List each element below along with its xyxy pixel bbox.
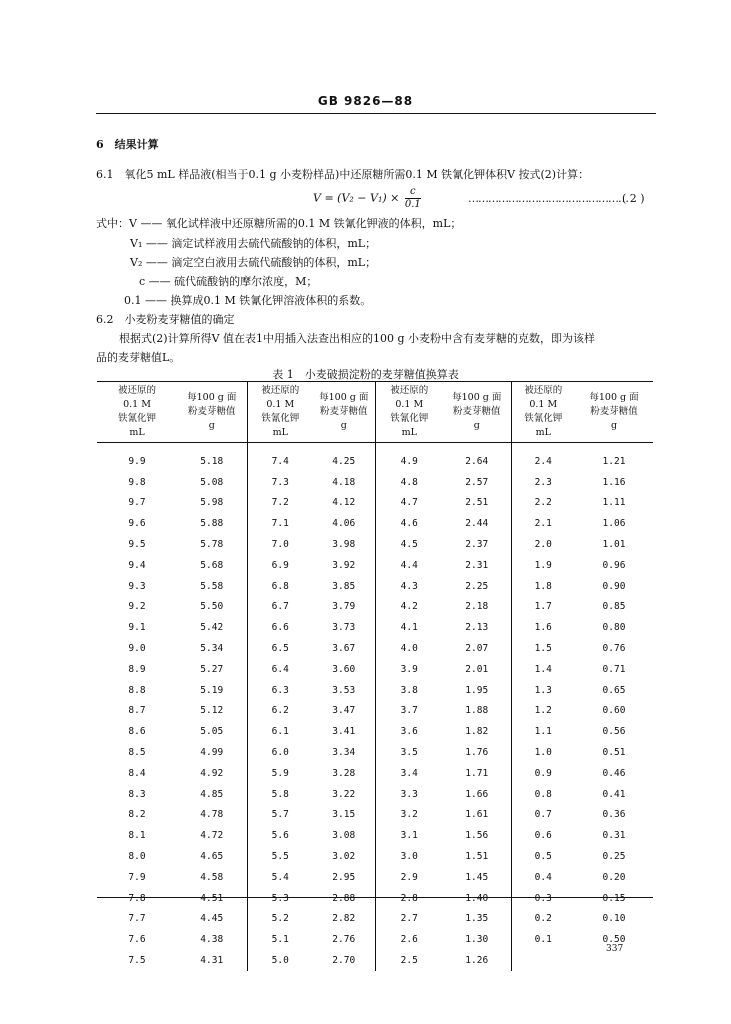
table-row xyxy=(97,555,653,576)
cell-maltose: 5.58 xyxy=(177,576,247,597)
cell-volume: 5.3 xyxy=(271,892,289,904)
cell-volume: 0.3 xyxy=(534,892,552,904)
cell-volume: 9.5 xyxy=(128,539,146,551)
col-header-volume: 被还原的 0.1 M 铁氰化钾 mL xyxy=(375,382,443,443)
table-header-row xyxy=(97,382,653,443)
cell-volume: 2.7 xyxy=(400,913,418,925)
cell-volume: 0.4 xyxy=(534,871,552,883)
maltose-conversion-table xyxy=(97,381,653,971)
cell-volume: 6.9 xyxy=(271,559,289,571)
cell-maltose: 1.66 xyxy=(443,784,511,805)
table-body xyxy=(97,443,653,971)
cell-volume: 4.1 xyxy=(400,622,418,634)
definition-v1: V₁ —— 滴定试样液用去硫代硫酸钠的体积，mL； xyxy=(130,237,377,250)
formula-leader-dots: ………………………………………… xyxy=(468,192,628,205)
cell-maltose: 3.28 xyxy=(313,763,375,784)
cell-maltose: 4.99 xyxy=(177,742,247,763)
col-header-maltose: 每100 g 面 粉麦芽糖值 g xyxy=(313,382,375,443)
table-row xyxy=(97,929,653,950)
definition-c: c —— 硫代硫酸钠的摩尔浓度，M； xyxy=(139,275,318,288)
cell-maltose: 5.34 xyxy=(177,638,247,659)
cell-volume: 1.7 xyxy=(534,601,552,613)
cell-maltose: 4.51 xyxy=(177,888,247,909)
cell-maltose: 2.88 xyxy=(313,888,375,909)
cell-volume: 2.3 xyxy=(534,476,552,488)
table-row xyxy=(97,617,653,638)
cell-maltose: 2.07 xyxy=(443,638,511,659)
cell-maltose: 2.76 xyxy=(313,929,375,950)
cell-maltose: 1.51 xyxy=(443,846,511,867)
cell-volume: 2.4 xyxy=(534,455,552,467)
cell-maltose: 2.64 xyxy=(443,443,511,472)
cell-volume: 6.4 xyxy=(271,663,289,675)
cell-maltose: 4.06 xyxy=(313,513,375,534)
cell-maltose: 0.51 xyxy=(602,747,626,759)
cell-volume: 0.9 xyxy=(534,767,552,779)
cell-maltose: 0.56 xyxy=(602,726,626,738)
cell-maltose: 0.60 xyxy=(602,705,626,717)
cell-volume: 6.5 xyxy=(271,643,289,655)
table-row xyxy=(97,493,653,514)
cell-volume: 5.2 xyxy=(271,913,289,925)
cell-maltose: 4.92 xyxy=(177,763,247,784)
section-6-2-title: 6.2 小麦粉麦芽糖值的确定 xyxy=(96,313,235,326)
cell-volume: 8.3 xyxy=(128,788,146,800)
cell-volume: 2.5 xyxy=(400,955,418,967)
cell-maltose: 0.20 xyxy=(602,871,626,883)
cell-maltose: 1.30 xyxy=(443,929,511,950)
cell-maltose: 4.85 xyxy=(177,784,247,805)
cell-volume: 4.6 xyxy=(400,518,418,530)
cell-volume: 4.3 xyxy=(400,580,418,592)
header-rule xyxy=(96,113,656,114)
cell-maltose: 4.18 xyxy=(313,472,375,493)
cell-volume: 2.0 xyxy=(534,539,552,551)
cell-volume: 3.5 xyxy=(400,747,418,759)
cell-maltose: 1.26 xyxy=(443,950,511,971)
cell-volume: 9.0 xyxy=(128,643,146,655)
cell-volume: 0.1 xyxy=(534,934,552,946)
cell-volume: 1.3 xyxy=(534,684,552,696)
cell-maltose: 0.25 xyxy=(602,851,626,863)
cell-maltose: 4.78 xyxy=(177,805,247,826)
cell-maltose: 5.12 xyxy=(177,701,247,722)
cell-volume: 2.6 xyxy=(400,934,418,946)
cell-volume xyxy=(511,950,575,971)
cell-maltose: 0.31 xyxy=(602,830,626,842)
table-row xyxy=(97,513,653,534)
cell-maltose: 1.16 xyxy=(602,476,626,488)
cell-volume: 5.1 xyxy=(271,934,289,946)
cell-maltose: 4.31 xyxy=(177,950,247,971)
cell-maltose: 2.25 xyxy=(443,576,511,597)
definition-v: 式中：V —— 氧化试样液中还原糖所需的0.1 M 铁氰化钾液的体积，mL； xyxy=(96,217,462,230)
cell-volume: 5.0 xyxy=(271,955,289,967)
formula-denominator: 0.1 xyxy=(404,199,421,210)
cell-volume: 7.3 xyxy=(271,476,289,488)
cell-volume: 5.8 xyxy=(271,788,289,800)
cell-volume: 6.8 xyxy=(271,580,289,592)
cell-maltose: 1.45 xyxy=(443,867,511,888)
cell-maltose: 3.92 xyxy=(313,555,375,576)
cell-volume: 1.6 xyxy=(534,622,552,634)
cell-maltose: 2.82 xyxy=(313,909,375,930)
cell-volume: 0.8 xyxy=(534,788,552,800)
cell-volume: 4.8 xyxy=(400,476,418,488)
cell-maltose: 5.88 xyxy=(177,513,247,534)
cell-volume: 5.5 xyxy=(271,851,289,863)
table-row xyxy=(97,443,653,472)
cell-maltose: 4.45 xyxy=(177,909,247,930)
cell-maltose: 0.96 xyxy=(602,559,626,571)
cell-volume: 5.4 xyxy=(271,871,289,883)
cell-maltose: 5.05 xyxy=(177,721,247,742)
cell-maltose: 3.02 xyxy=(313,846,375,867)
cell-maltose: 1.95 xyxy=(443,680,511,701)
cell-maltose: 2.70 xyxy=(313,950,375,971)
cell-maltose: 3.85 xyxy=(313,576,375,597)
cell-maltose: 0.90 xyxy=(602,580,626,592)
page-header: GB 9826—88 xyxy=(317,94,414,108)
cell-maltose: 2.51 xyxy=(443,493,511,514)
cell-volume: 9.7 xyxy=(128,497,146,509)
definition-v2: V₂ —— 滴定空白液用去硫代硫酸钠的体积，mL； xyxy=(130,256,377,269)
cell-maltose: 3.79 xyxy=(313,597,375,618)
cell-maltose: 2.37 xyxy=(443,534,511,555)
cell-volume: 1.5 xyxy=(534,643,552,655)
cell-volume: 3.4 xyxy=(400,767,418,779)
table-row xyxy=(97,825,653,846)
cell-maltose: 3.47 xyxy=(313,701,375,722)
cell-volume: 8.1 xyxy=(128,830,146,842)
cell-volume: 6.0 xyxy=(271,747,289,759)
cell-volume: 9.2 xyxy=(128,601,146,613)
cell-maltose: 4.12 xyxy=(313,493,375,514)
cell-maltose: 5.18 xyxy=(177,443,247,472)
cell-maltose: 2.95 xyxy=(313,867,375,888)
cell-volume: 4.7 xyxy=(400,497,418,509)
cell-volume: 2.8 xyxy=(400,892,418,904)
cell-volume: 9.8 xyxy=(128,476,146,488)
cell-maltose: 2.57 xyxy=(443,472,511,493)
page-number: 337 xyxy=(606,944,624,954)
cell-volume: 2.9 xyxy=(400,871,418,883)
col-header-maltose: 每100 g 面 粉麦芽糖值 g xyxy=(177,382,247,443)
cell-maltose: 0.36 xyxy=(602,809,626,821)
table-row xyxy=(97,846,653,867)
cell-maltose: 1.88 xyxy=(443,701,511,722)
cell-volume: 7.8 xyxy=(128,892,146,904)
cell-volume: 5.6 xyxy=(271,830,289,842)
cell-volume: 9.4 xyxy=(128,559,146,571)
cell-maltose: 1.11 xyxy=(602,497,626,509)
cell-maltose: 0.41 xyxy=(602,788,626,800)
cell-volume: 8.8 xyxy=(128,684,146,696)
cell-volume: 5.9 xyxy=(271,767,289,779)
cell-maltose: 1.21 xyxy=(602,455,626,467)
cell-maltose: 0.50 xyxy=(602,934,626,946)
cell-volume: 1.9 xyxy=(534,559,552,571)
cell-volume: 3.3 xyxy=(400,788,418,800)
cell-volume: 3.1 xyxy=(400,830,418,842)
cell-maltose: 0.10 xyxy=(602,913,626,925)
cell-maltose: 2.13 xyxy=(443,617,511,638)
cell-volume: 1.1 xyxy=(534,726,552,738)
col-header-volume: 被还原的 0.1 M 铁氰化钾 mL xyxy=(97,382,177,443)
cell-volume: 7.4 xyxy=(271,455,289,467)
cell-maltose: 5.68 xyxy=(177,555,247,576)
section-title: 6 结果计算 xyxy=(96,138,159,151)
cell-maltose: 5.98 xyxy=(177,493,247,514)
formula-number: ( 2 ) xyxy=(622,192,645,205)
col-header-maltose: 每100 g 面 粉麦芽糖值 g xyxy=(443,382,511,443)
cell-volume: 7.2 xyxy=(271,497,289,509)
cell-maltose: 1.71 xyxy=(443,763,511,784)
cell-volume: 8.0 xyxy=(128,851,146,863)
cell-maltose: 1.35 xyxy=(443,909,511,930)
cell-maltose: 3.98 xyxy=(313,534,375,555)
cell-volume: 6.7 xyxy=(271,601,289,613)
cell-volume: 3.2 xyxy=(400,809,418,821)
formula-lhs: V = (V₂ − V₁) × xyxy=(313,191,400,205)
col-header-maltose: 每100 g 面 粉麦芽糖值 g xyxy=(575,382,653,443)
table-row xyxy=(97,805,653,826)
cell-maltose: 5.19 xyxy=(177,680,247,701)
cell-volume: 7.0 xyxy=(271,539,289,551)
cell-volume: 3.7 xyxy=(400,705,418,717)
cell-volume: 6.3 xyxy=(271,684,289,696)
cell-volume: 1.8 xyxy=(534,580,552,592)
section-6-1-text: 6.1 氧化5 mL 样品液(相当于0.1 g 小麦粉样品)中还原糖所需0.1 M 铁氰化钾体积V 按式(2)计算： xyxy=(96,168,590,181)
cell-maltose: 1.76 xyxy=(443,742,511,763)
table-caption: 表 1 小麦破损淀粉的麦芽糖值换算表 xyxy=(272,368,459,381)
cell-volume: 7.9 xyxy=(128,871,146,883)
cell-volume: 3.0 xyxy=(400,851,418,863)
cell-volume: 6.1 xyxy=(271,726,289,738)
cell-volume: 8.5 xyxy=(128,747,146,759)
table-row xyxy=(97,763,653,784)
table-row xyxy=(97,638,653,659)
cell-volume: 2.1 xyxy=(534,518,552,530)
cell-maltose: 4.25 xyxy=(313,443,375,472)
cell-maltose: 1.56 xyxy=(443,825,511,846)
cell-maltose: 5.50 xyxy=(177,597,247,618)
table-row xyxy=(97,472,653,493)
cell-volume: 0.6 xyxy=(534,830,552,842)
cell-maltose: 0.65 xyxy=(602,684,626,696)
cell-maltose: 4.58 xyxy=(177,867,247,888)
cell-maltose: 5.42 xyxy=(177,617,247,638)
cell-volume: 3.6 xyxy=(400,726,418,738)
cell-volume: 8.6 xyxy=(128,726,146,738)
formula-2 xyxy=(313,186,421,211)
cell-volume: 0.2 xyxy=(534,913,552,925)
cell-maltose: 2.31 xyxy=(443,555,511,576)
cell-maltose: 4.38 xyxy=(177,929,247,950)
cell-volume: 1.2 xyxy=(534,705,552,717)
cell-volume: 5.7 xyxy=(271,809,289,821)
cell-volume: 9.1 xyxy=(128,622,146,634)
cell-maltose: 4.72 xyxy=(177,825,247,846)
formula-fraction xyxy=(405,186,421,211)
section-6-2-text-line1: 根据式(2)计算所得V 值在表1中用插入法查出相应的100 g 小麦粉中含有麦芽糖的克数，即为该样 xyxy=(119,332,596,345)
table-bottom-rule xyxy=(97,897,653,898)
cell-volume: 1.4 xyxy=(534,663,552,675)
cell-volume: 4.5 xyxy=(400,539,418,551)
cell-volume: 4.9 xyxy=(400,455,418,467)
cell-maltose: 0.71 xyxy=(602,663,626,675)
cell-volume: 4.4 xyxy=(400,559,418,571)
cell-maltose: 5.27 xyxy=(177,659,247,680)
formula-numerator: c xyxy=(405,186,421,199)
cell-volume: 4.0 xyxy=(400,643,418,655)
cell-volume: 7.6 xyxy=(128,934,146,946)
cell-maltose: 2.01 xyxy=(443,659,511,680)
table-row xyxy=(97,701,653,722)
cell-maltose: 2.44 xyxy=(443,513,511,534)
cell-maltose: 5.08 xyxy=(177,472,247,493)
table-row xyxy=(97,576,653,597)
cell-volume: 7.1 xyxy=(271,518,289,530)
table-row xyxy=(97,950,653,971)
cell-volume: 6.6 xyxy=(271,622,289,634)
cell-volume: 0.5 xyxy=(534,851,552,863)
cell-volume: 8.9 xyxy=(128,663,146,675)
cell-volume: 9.3 xyxy=(128,580,146,592)
table-row xyxy=(97,742,653,763)
cell-volume: 7.7 xyxy=(128,913,146,925)
cell-volume: 9.6 xyxy=(128,518,146,530)
cell-maltose: 3.34 xyxy=(313,742,375,763)
cell-volume: 3.8 xyxy=(400,684,418,696)
cell-maltose: 3.08 xyxy=(313,825,375,846)
cell-volume: 9.9 xyxy=(128,455,146,467)
cell-volume: 4.2 xyxy=(400,601,418,613)
cell-volume: 1.0 xyxy=(534,747,552,759)
cell-volume: 8.4 xyxy=(128,767,146,779)
table-row xyxy=(97,597,653,618)
cell-volume: 8.7 xyxy=(128,705,146,717)
cell-maltose: 0.80 xyxy=(602,622,626,634)
cell-maltose: 1.40 xyxy=(443,888,511,909)
cell-maltose: 1.01 xyxy=(602,539,626,551)
table-row xyxy=(97,909,653,930)
cell-maltose: 0.85 xyxy=(602,601,626,613)
col-header-volume: 被还原的 0.1 M 铁氰化钾 mL xyxy=(511,382,575,443)
cell-maltose: 3.15 xyxy=(313,805,375,826)
cell-maltose: 3.41 xyxy=(313,721,375,742)
cell-maltose: 3.53 xyxy=(313,680,375,701)
table-row xyxy=(97,888,653,909)
cell-maltose: 0.76 xyxy=(602,643,626,655)
section-6-2-text-line2: 品的麦芽糖值L。 xyxy=(96,351,181,364)
cell-maltose: 3.67 xyxy=(313,638,375,659)
table-row xyxy=(97,680,653,701)
cell-volume: 8.2 xyxy=(128,809,146,821)
cell-maltose: 3.73 xyxy=(313,617,375,638)
cell-volume: 6.2 xyxy=(271,705,289,717)
definition-coefficient: 0.1 —— 换算成0.1 M 铁氰化钾溶液体积的系数。 xyxy=(124,294,372,307)
table-row xyxy=(97,784,653,805)
cell-maltose: 5.78 xyxy=(177,534,247,555)
cell-maltose: 4.65 xyxy=(177,846,247,867)
cell-maltose: 3.60 xyxy=(313,659,375,680)
cell-maltose: 1.61 xyxy=(443,805,511,826)
table-row xyxy=(97,721,653,742)
table-row xyxy=(97,867,653,888)
cell-volume: 7.5 xyxy=(128,955,146,967)
cell-volume: 3.9 xyxy=(400,663,418,675)
cell-volume: 2.2 xyxy=(534,497,552,509)
cell-maltose: 0.46 xyxy=(602,767,626,779)
cell-maltose: 1.06 xyxy=(602,518,626,530)
table-row xyxy=(97,534,653,555)
cell-maltose: 2.18 xyxy=(443,597,511,618)
cell-volume: 0.7 xyxy=(534,809,552,821)
col-header-volume: 被还原的 0.1 M 铁氰化钾 mL xyxy=(247,382,313,443)
table-row xyxy=(97,659,653,680)
cell-maltose: 1.82 xyxy=(443,721,511,742)
cell-maltose: 0.15 xyxy=(602,892,626,904)
cell-maltose: 3.22 xyxy=(313,784,375,805)
